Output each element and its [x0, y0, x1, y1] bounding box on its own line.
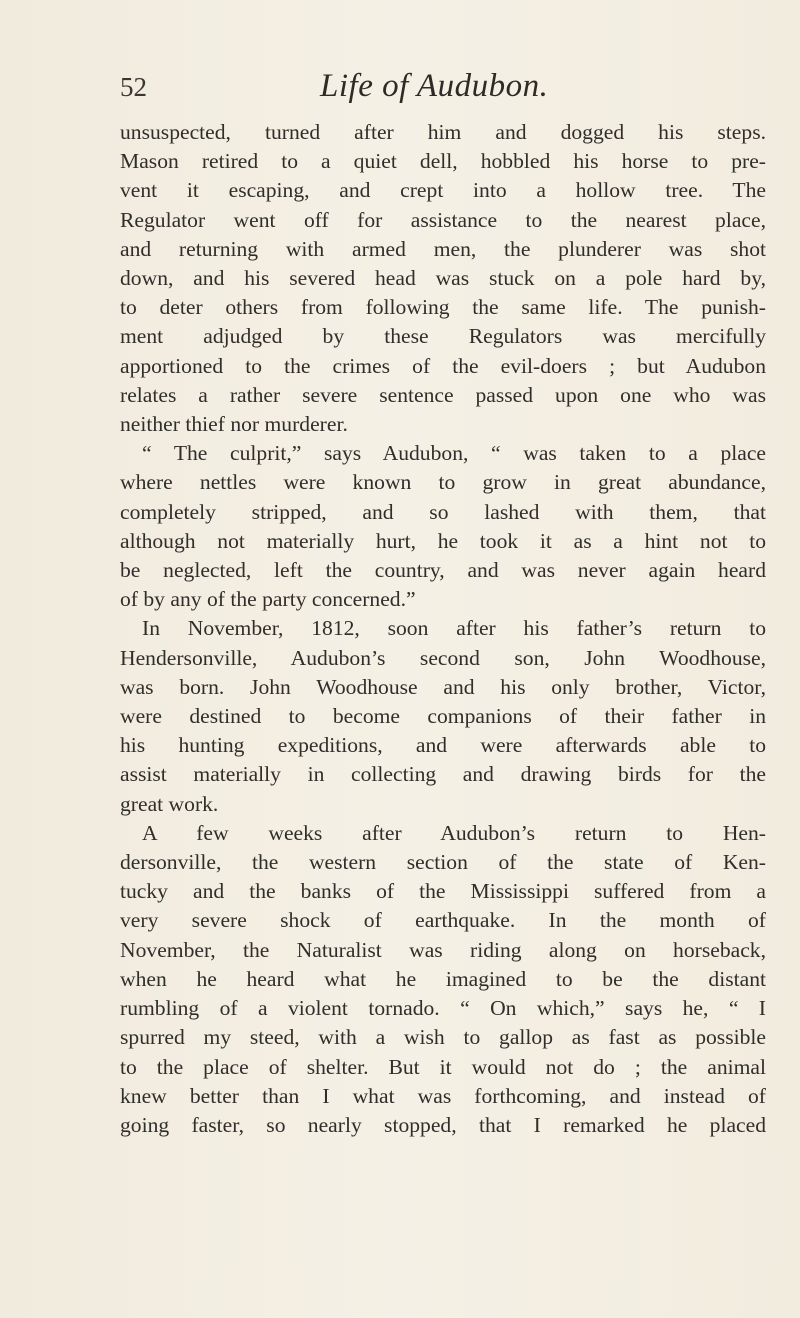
- text-line: great work.: [120, 791, 219, 816]
- text-line: In November, 1812, soon after his father’s return to: [142, 616, 766, 641]
- body-text: [120, 118, 766, 1140]
- running-title: Life of Audubon.: [320, 68, 549, 104]
- text-line: completely stripped, and so lashed with them, that: [120, 499, 766, 524]
- text-line: be neglected, left the country, and was never again heard: [120, 558, 766, 583]
- text-line: apportioned to the crimes of the evil-doers ; but Audubon: [120, 353, 766, 378]
- text-line: spurred my steed, with a wish to gallop as fast as possible: [120, 1025, 766, 1050]
- text-line: unsuspected, turned after him and dogged his steps.: [120, 120, 766, 144]
- text-line: knew better than I what was forthcoming, and instead of: [120, 1083, 766, 1108]
- text-line: ment adjudged by these Regulators was mercifully: [120, 324, 766, 349]
- text-line: rumbling of a violent tornado. “ On which,” says he, “ I: [120, 996, 766, 1021]
- page-number: 52: [120, 72, 147, 102]
- text-line: Hendersonville, Audubon’s second son, John Woodhouse,: [120, 645, 766, 670]
- text-line: to the place of shelter. But it would not do ; the animal: [120, 1054, 766, 1079]
- text-line: his hunting expeditions, and were afterwards able to: [120, 733, 766, 758]
- text-line: neither thief nor murderer.: [120, 412, 348, 437]
- text-line: very severe shock of earthquake. In the month of: [120, 908, 766, 933]
- text-line: to deter others from following the same life. The punish-: [120, 295, 766, 320]
- text-line: dersonville, the western section of the state of Ken-: [120, 850, 766, 875]
- text-line: of by any of the party concerned.”: [120, 587, 416, 612]
- text-line: vent it escaping, and crept into a hollow tree. The: [120, 178, 766, 203]
- text-line: November, the Naturalist was riding along on horseback,: [120, 937, 766, 962]
- page-header: [0, 62, 800, 112]
- text-line: was born. John Woodhouse and his only brother, Victor,: [120, 674, 766, 699]
- text-line: relates a rather severe sentence passed upon one who was: [120, 382, 766, 407]
- text-line: assist materially in collecting and drawing birds for the: [120, 762, 766, 787]
- text-line: down, and his severed head was stuck on a pole hard by,: [120, 266, 766, 291]
- text-line: although not materially hurt, he took it as a hint not to: [120, 528, 766, 553]
- text-line: Regulator went off for assistance to the nearest place,: [120, 207, 766, 232]
- text-line: going faster, so nearly stopped, that I remarked he placed: [120, 1112, 766, 1137]
- text-line: tucky and the banks of the Mississippi suffered from a: [120, 879, 766, 904]
- text-line: where nettles were known to grow in great abundance,: [120, 470, 766, 495]
- text-line: were destined to become companions of their father in: [120, 704, 766, 729]
- text-line: “ The culprit,” says Audubon, “ was taken to a place: [142, 441, 766, 466]
- text-line: A few weeks after Audubon’s return to Hen-: [142, 820, 766, 845]
- text-line: when he heard what he imagined to be the distant: [120, 966, 766, 991]
- text-line: Mason retired to a quiet dell, hobbled his horse to pre-: [120, 149, 766, 174]
- text-line: and returning with armed men, the plunderer was shot: [120, 236, 766, 261]
